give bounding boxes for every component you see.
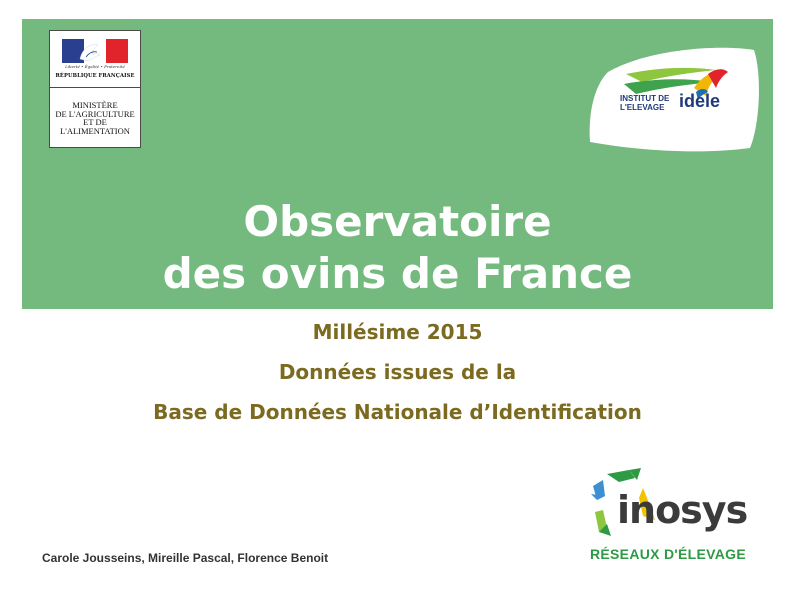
- ministry-name-line: MINISTÈRE: [72, 100, 118, 110]
- idele-line: L'ELEVAGE: [620, 103, 665, 112]
- ministry-name-line: ET DE: [83, 117, 107, 127]
- ministry-name: [50, 101, 140, 135]
- idele-brand: idele: [679, 91, 721, 111]
- authors-line: Carole Jousseins, Mireille Pascal, Florence Benoit: [42, 551, 329, 565]
- republic-name: RÉPUBLIQUE FRANÇAISE: [55, 73, 135, 79]
- subtitle-line: Données issues de la: [278, 360, 517, 384]
- idele-institute-label: [620, 94, 678, 112]
- marianne-flag-icon: [62, 39, 128, 63]
- title-line: des ovins de France: [162, 249, 633, 298]
- republic-block: [50, 31, 140, 88]
- page-title: [22, 196, 773, 300]
- idele-line: INSTITUT DE: [620, 94, 670, 103]
- inosys-logo: [571, 460, 765, 582]
- republic-motto: Liberté • Égalité • Fraternité: [65, 64, 125, 69]
- title-line: Observatoire: [243, 197, 552, 246]
- inosys-tagline: RÉSEAUX D'ÉLEVAGE: [590, 546, 746, 562]
- inosys-brand: inosys: [617, 488, 748, 532]
- ministry-name-line: DE L'AGRICULTURE: [55, 108, 135, 119]
- subtitle-line: Base de Données Nationale d’Identification: [153, 400, 642, 424]
- ministry-logo: [49, 30, 141, 148]
- subtitle-line: Millésime 2015: [312, 320, 483, 344]
- page-subtitle: [22, 312, 773, 432]
- ministry-name-line: L'ALIMENTATION: [60, 125, 130, 136]
